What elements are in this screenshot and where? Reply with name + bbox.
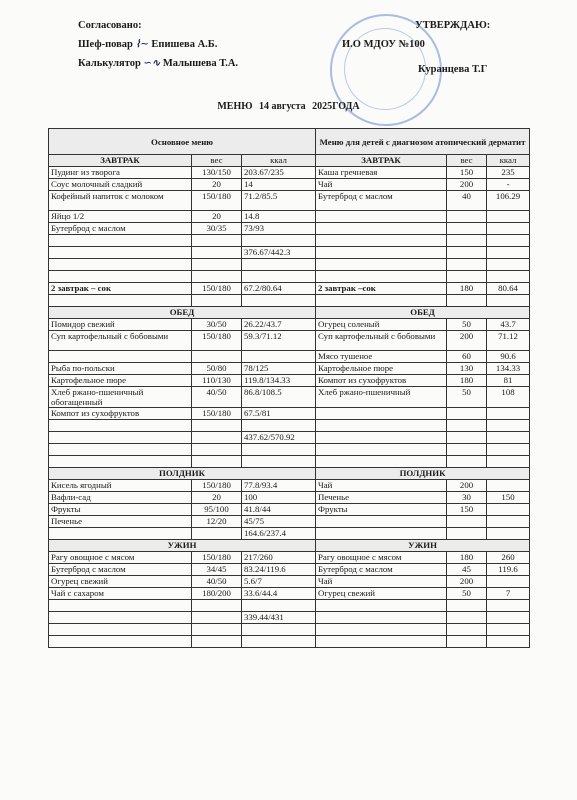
- dish-weight: 20: [192, 211, 242, 223]
- alt-dish-name: Огурец соленый: [316, 319, 447, 331]
- alt-dish-weight: [447, 408, 487, 420]
- dish-name: Печенье: [49, 516, 192, 528]
- dish-kcal: 14: [242, 179, 316, 191]
- lunch-label-right: ОБЕД: [316, 307, 530, 319]
- alt-dish-name: [316, 612, 447, 624]
- table-row: [49, 636, 530, 648]
- dish-name: [49, 271, 192, 283]
- director-title: И.О МДОУ №100: [342, 39, 425, 50]
- dish-kcal: 164.6/237.4: [242, 528, 316, 540]
- alt-dish-name: [316, 432, 447, 444]
- title-year: 2025ГОДА: [312, 101, 360, 112]
- dish-name: [49, 600, 192, 612]
- alt-dish-name: Суп картофельный с бобовыми: [316, 331, 447, 351]
- dish-name: Чай с сахаром: [49, 588, 192, 600]
- alt-dish-weight: 180: [447, 375, 487, 387]
- alt-dish-name: [316, 223, 447, 235]
- dish-name: Пудинг из творога: [49, 167, 192, 179]
- alt-dish-name: Хлеб ржано-пшеничный: [316, 387, 447, 408]
- dish-name: Суп картофельный с бобовыми: [49, 331, 192, 351]
- dish-name: [49, 420, 192, 432]
- chef-line: [78, 39, 217, 50]
- dish-kcal: 59.3/71.12: [242, 331, 316, 351]
- table-row: [49, 576, 530, 588]
- alt-dish-name: 2 завтрак –сок: [316, 283, 447, 295]
- chef-name: Епишева А.Б.: [151, 39, 218, 50]
- dish-weight: [192, 600, 242, 612]
- dish-weight: [192, 432, 242, 444]
- alt-dish-kcal: [487, 211, 530, 223]
- table-row: [49, 432, 530, 444]
- calc-label: Калькулятор: [78, 58, 141, 69]
- dish-kcal: 376.67/442.3: [242, 247, 316, 259]
- dinner-label-right: УЖИН: [316, 540, 530, 552]
- alt-dish-weight: [447, 516, 487, 528]
- dish-name: Вафли-сад: [49, 492, 192, 504]
- title-date: 14 августа: [259, 101, 306, 112]
- table-row: [49, 516, 530, 528]
- dish-kcal: 339.44/431: [242, 612, 316, 624]
- dish-kcal: [242, 271, 316, 283]
- alt-dish-kcal: [487, 420, 530, 432]
- dish-kcal: 71.2/85.5: [242, 191, 316, 211]
- alt-dish-kcal: [487, 235, 530, 247]
- table-row: [49, 271, 530, 283]
- alt-dish-weight: [447, 456, 487, 468]
- dish-weight: [192, 295, 242, 307]
- alt-dish-name: Фрукты: [316, 504, 447, 516]
- dish-kcal: 83.24/119.6: [242, 564, 316, 576]
- dish-kcal: 73/93: [242, 223, 316, 235]
- alt-dish-name: Бутерброд с маслом: [316, 191, 447, 211]
- alt-dish-name: [316, 636, 447, 648]
- alt-dish-name: Чай: [316, 576, 447, 588]
- alt-dish-weight: [447, 295, 487, 307]
- table-row: [49, 351, 530, 363]
- dish-kcal: [242, 235, 316, 247]
- dish-weight: [192, 247, 242, 259]
- alt-dish-weight: 150: [447, 167, 487, 179]
- alt-dish-kcal: [487, 271, 530, 283]
- table-row: [49, 259, 530, 271]
- alt-dish-kcal: 108: [487, 387, 530, 408]
- allergy-menu-title: Меню для детей с диагнозом атопический дерматит: [316, 129, 530, 155]
- alt-dish-name: Картофельное пюре: [316, 363, 447, 375]
- alt-dish-kcal: [487, 408, 530, 420]
- table-row: [49, 235, 530, 247]
- dish-weight: 180/200: [192, 588, 242, 600]
- dish-name: [49, 247, 192, 259]
- dish-weight: [192, 528, 242, 540]
- table-row: [49, 223, 530, 235]
- table-row: [49, 480, 530, 492]
- lunch-header-row: [49, 307, 530, 319]
- alt-dish-kcal: -: [487, 179, 530, 191]
- alt-dish-name: [316, 235, 447, 247]
- table-row: [49, 167, 530, 179]
- menu-type-header: [49, 129, 530, 155]
- alt-dish-kcal: [487, 432, 530, 444]
- dish-kcal: 45/75: [242, 516, 316, 528]
- dish-name: Помидор свежий: [49, 319, 192, 331]
- alt-dish-weight: 200: [447, 179, 487, 191]
- alt-dish-kcal: 235: [487, 167, 530, 179]
- kcal-header-left: ккал: [242, 155, 316, 167]
- table-row: [49, 387, 530, 408]
- title-menu: МЕНЮ: [217, 101, 253, 112]
- alt-dish-kcal: [487, 223, 530, 235]
- dish-kcal: 33.6/44.4: [242, 588, 316, 600]
- dish-name: Бутерброд с маслом: [49, 564, 192, 576]
- alt-dish-kcal: 106.29: [487, 191, 530, 211]
- alt-dish-weight: 180: [447, 552, 487, 564]
- alt-dish-weight: 45: [447, 564, 487, 576]
- alt-dish-weight: [447, 223, 487, 235]
- dish-kcal: 77.8/93.4: [242, 480, 316, 492]
- alt-dish-name: [316, 456, 447, 468]
- alt-dish-name: [316, 247, 447, 259]
- dish-weight: [192, 636, 242, 648]
- dish-kcal: 14.8: [242, 211, 316, 223]
- table-row: [49, 420, 530, 432]
- dish-weight: 150/180: [192, 191, 242, 211]
- dish-name: Рыба по-польски: [49, 363, 192, 375]
- dish-weight: 150/180: [192, 331, 242, 351]
- alt-dish-kcal: [487, 295, 530, 307]
- dish-weight: [192, 271, 242, 283]
- alt-dish-weight: [447, 600, 487, 612]
- dish-name: Кисель ягодный: [49, 480, 192, 492]
- table-row: [49, 444, 530, 456]
- approve-label: УТВЕРЖДАЮ:: [415, 20, 491, 31]
- dish-kcal: [242, 259, 316, 271]
- alt-dish-name: [316, 420, 447, 432]
- dish-weight: 130/150: [192, 167, 242, 179]
- dish-kcal: [242, 420, 316, 432]
- breakfast-header-row: [49, 155, 530, 167]
- alt-dish-weight: [447, 235, 487, 247]
- breakfast-label-right: ЗАВТРАК: [316, 155, 447, 167]
- alt-dish-weight: [447, 211, 487, 223]
- table-row: [49, 408, 530, 420]
- alt-dish-weight: 180: [447, 283, 487, 295]
- dish-weight: 30/50: [192, 319, 242, 331]
- alt-dish-weight: [447, 259, 487, 271]
- dish-weight: [192, 612, 242, 624]
- snack-header-row: [49, 468, 530, 480]
- kcal-header-right: ккал: [487, 155, 530, 167]
- alt-dish-name: [316, 271, 447, 283]
- dish-name: [49, 636, 192, 648]
- alt-dish-name: [316, 211, 447, 223]
- dish-weight: [192, 624, 242, 636]
- table-row: [49, 456, 530, 468]
- dish-kcal: [242, 624, 316, 636]
- calc-name: Малышева Т.А.: [162, 58, 239, 69]
- dish-weight: 150/180: [192, 408, 242, 420]
- alt-dish-weight: 50: [447, 319, 487, 331]
- alt-dish-name: Рагу овощное с мясом: [316, 552, 447, 564]
- dish-weight: 110/130: [192, 375, 242, 387]
- dish-name: Соус молочный сладкий: [49, 179, 192, 191]
- dish-name: [49, 351, 192, 363]
- dish-name: Яйцо 1/2: [49, 211, 192, 223]
- alt-dish-kcal: 90.6: [487, 351, 530, 363]
- lunch-label-left: ОБЕД: [49, 307, 316, 319]
- dish-weight: 30/35: [192, 223, 242, 235]
- alt-dish-weight: 150: [447, 504, 487, 516]
- dish-kcal: 5.6/7: [242, 576, 316, 588]
- alt-dish-kcal: [487, 612, 530, 624]
- calc-signature: ∽∿: [143, 58, 161, 69]
- dish-name: Хлеб ржано-пшеничный обогащенный: [49, 387, 192, 408]
- alt-dish-name: Мясо тушеное: [316, 351, 447, 363]
- dish-kcal: 217/260: [242, 552, 316, 564]
- dish-weight: 50/80: [192, 363, 242, 375]
- alt-dish-name: Бутерброд с маслом: [316, 564, 447, 576]
- alt-dish-weight: 200: [447, 331, 487, 351]
- alt-dish-kcal: 150: [487, 492, 530, 504]
- table-row: [49, 211, 530, 223]
- dish-name: [49, 235, 192, 247]
- dish-name: [49, 612, 192, 624]
- dish-name: [49, 259, 192, 271]
- dish-weight: 34/45: [192, 564, 242, 576]
- alt-dish-weight: 130: [447, 363, 487, 375]
- dish-weight: [192, 351, 242, 363]
- alt-dish-weight: 60: [447, 351, 487, 363]
- dish-weight: 150/180: [192, 480, 242, 492]
- alt-dish-kcal: 43.7: [487, 319, 530, 331]
- table-row: [49, 247, 530, 259]
- dish-name: Бутерброд с маслом: [49, 223, 192, 235]
- table-row: [49, 319, 530, 331]
- dish-weight: 40/50: [192, 387, 242, 408]
- dish-kcal: 437.62/570.92: [242, 432, 316, 444]
- alt-dish-kcal: [487, 528, 530, 540]
- alt-dish-name: Компот из сухофруктов: [316, 375, 447, 387]
- dish-name: [49, 528, 192, 540]
- alt-dish-kcal: 7: [487, 588, 530, 600]
- table-row: [49, 191, 530, 211]
- dish-kcal: [242, 456, 316, 468]
- agreed-label: Согласовано:: [78, 20, 142, 31]
- dish-name: Огурец свежий: [49, 576, 192, 588]
- dish-weight: 150/180: [192, 283, 242, 295]
- alt-dish-kcal: [487, 504, 530, 516]
- alt-dish-weight: [447, 247, 487, 259]
- table-row: [49, 331, 530, 351]
- table-row: [49, 363, 530, 375]
- alt-dish-kcal: 71.12: [487, 331, 530, 351]
- dish-name: Рагу овощное с мясом: [49, 552, 192, 564]
- snack-label-right: ПОЛДНИК: [316, 468, 530, 480]
- table-row: [49, 600, 530, 612]
- alt-dish-weight: [447, 612, 487, 624]
- dish-kcal: [242, 636, 316, 648]
- dish-weight: [192, 444, 242, 456]
- alt-dish-weight: [447, 271, 487, 283]
- dish-weight: [192, 259, 242, 271]
- alt-dish-name: Чай: [316, 179, 447, 191]
- alt-dish-name: [316, 624, 447, 636]
- dish-weight: [192, 235, 242, 247]
- dish-weight: 20: [192, 492, 242, 504]
- alt-dish-weight: [447, 444, 487, 456]
- dish-weight: 20: [192, 179, 242, 191]
- alt-dish-kcal: [487, 456, 530, 468]
- dish-kcal: 203.67/235: [242, 167, 316, 179]
- alt-dish-name: Каша гречневая: [316, 167, 447, 179]
- alt-dish-name: [316, 259, 447, 271]
- alt-dish-name: [316, 600, 447, 612]
- menu-table: [48, 128, 530, 648]
- dish-weight: 95/100: [192, 504, 242, 516]
- table-row: [49, 504, 530, 516]
- snack-label-left: ПОЛДНИК: [49, 468, 316, 480]
- alt-dish-name: [316, 444, 447, 456]
- dish-name: [49, 432, 192, 444]
- alt-dish-kcal: 119.6: [487, 564, 530, 576]
- table-row: [49, 492, 530, 504]
- alt-dish-kcal: 134.33: [487, 363, 530, 375]
- dish-kcal: [242, 295, 316, 307]
- director-name: Куранцева Т.Г: [418, 64, 488, 75]
- dish-kcal: 41.8/44: [242, 504, 316, 516]
- dish-kcal: 100: [242, 492, 316, 504]
- alt-dish-name: [316, 408, 447, 420]
- alt-dish-weight: [447, 624, 487, 636]
- table-row: [49, 375, 530, 387]
- alt-dish-weight: 40: [447, 191, 487, 211]
- main-menu-title: Основное меню: [49, 129, 316, 155]
- dish-kcal: [242, 351, 316, 363]
- alt-dish-name: Огурец свежий: [316, 588, 447, 600]
- dish-kcal: 67.2/80.64: [242, 283, 316, 295]
- alt-dish-name: [316, 295, 447, 307]
- alt-dish-name: Чай: [316, 480, 447, 492]
- dish-kcal: 67.5/81: [242, 408, 316, 420]
- alt-dish-kcal: 81: [487, 375, 530, 387]
- dish-weight: 150/180: [192, 552, 242, 564]
- dish-weight: [192, 420, 242, 432]
- table-row: [49, 624, 530, 636]
- dish-weight: [192, 456, 242, 468]
- alt-dish-name: [316, 528, 447, 540]
- table-row: [49, 612, 530, 624]
- dish-name: [49, 444, 192, 456]
- dish-kcal: [242, 444, 316, 456]
- dish-name: [49, 456, 192, 468]
- page-title: [0, 101, 577, 112]
- alt-dish-kcal: [487, 259, 530, 271]
- alt-dish-kcal: [487, 480, 530, 492]
- chef-signature: ⌇∼: [135, 39, 149, 50]
- table-row: [49, 588, 530, 600]
- dish-weight: 12/20: [192, 516, 242, 528]
- chef-label: Шеф-повар: [78, 39, 133, 50]
- alt-dish-weight: [447, 420, 487, 432]
- calc-line: [78, 58, 238, 69]
- dish-kcal: 119.8/134.33: [242, 375, 316, 387]
- alt-dish-kcal: [487, 624, 530, 636]
- dish-kcal: 26.22/43.7: [242, 319, 316, 331]
- dish-name: 2 завтрак – сок: [49, 283, 192, 295]
- alt-dish-weight: 200: [447, 576, 487, 588]
- alt-dish-weight: 50: [447, 387, 487, 408]
- dish-name: [49, 295, 192, 307]
- dish-kcal: [242, 600, 316, 612]
- dish-name: Кофейный напиток с молоком: [49, 191, 192, 211]
- dish-name: Компот из сухофруктов: [49, 408, 192, 420]
- dish-name: Картофельное пюре: [49, 375, 192, 387]
- alt-dish-weight: [447, 528, 487, 540]
- table-row: [49, 528, 530, 540]
- alt-dish-weight: 50: [447, 588, 487, 600]
- alt-dish-kcal: [487, 600, 530, 612]
- weight-header-right: вес: [447, 155, 487, 167]
- table-row: [49, 283, 530, 295]
- alt-dish-kcal: [487, 247, 530, 259]
- alt-dish-weight: [447, 432, 487, 444]
- dish-weight: 40/50: [192, 576, 242, 588]
- alt-dish-kcal: [487, 516, 530, 528]
- dinner-header-row: [49, 540, 530, 552]
- alt-dish-name: [316, 516, 447, 528]
- weight-header-left: вес: [192, 155, 242, 167]
- alt-dish-weight: 200: [447, 480, 487, 492]
- dish-name: Фрукты: [49, 504, 192, 516]
- alt-dish-weight: 30: [447, 492, 487, 504]
- table-row: [49, 179, 530, 191]
- alt-dish-name: Печенье: [316, 492, 447, 504]
- breakfast-label-left: ЗАВТРАК: [49, 155, 192, 167]
- table-row: [49, 295, 530, 307]
- alt-dish-kcal: [487, 576, 530, 588]
- dish-name: [49, 624, 192, 636]
- dinner-label-left: УЖИН: [49, 540, 316, 552]
- table-row: [49, 552, 530, 564]
- alt-dish-kcal: 80.64: [487, 283, 530, 295]
- alt-dish-kcal: 260: [487, 552, 530, 564]
- table-row: [49, 564, 530, 576]
- alt-dish-kcal: [487, 636, 530, 648]
- alt-dish-kcal: [487, 444, 530, 456]
- dish-kcal: 86.8/108.5: [242, 387, 316, 408]
- dish-kcal: 78/125: [242, 363, 316, 375]
- alt-dish-weight: [447, 636, 487, 648]
